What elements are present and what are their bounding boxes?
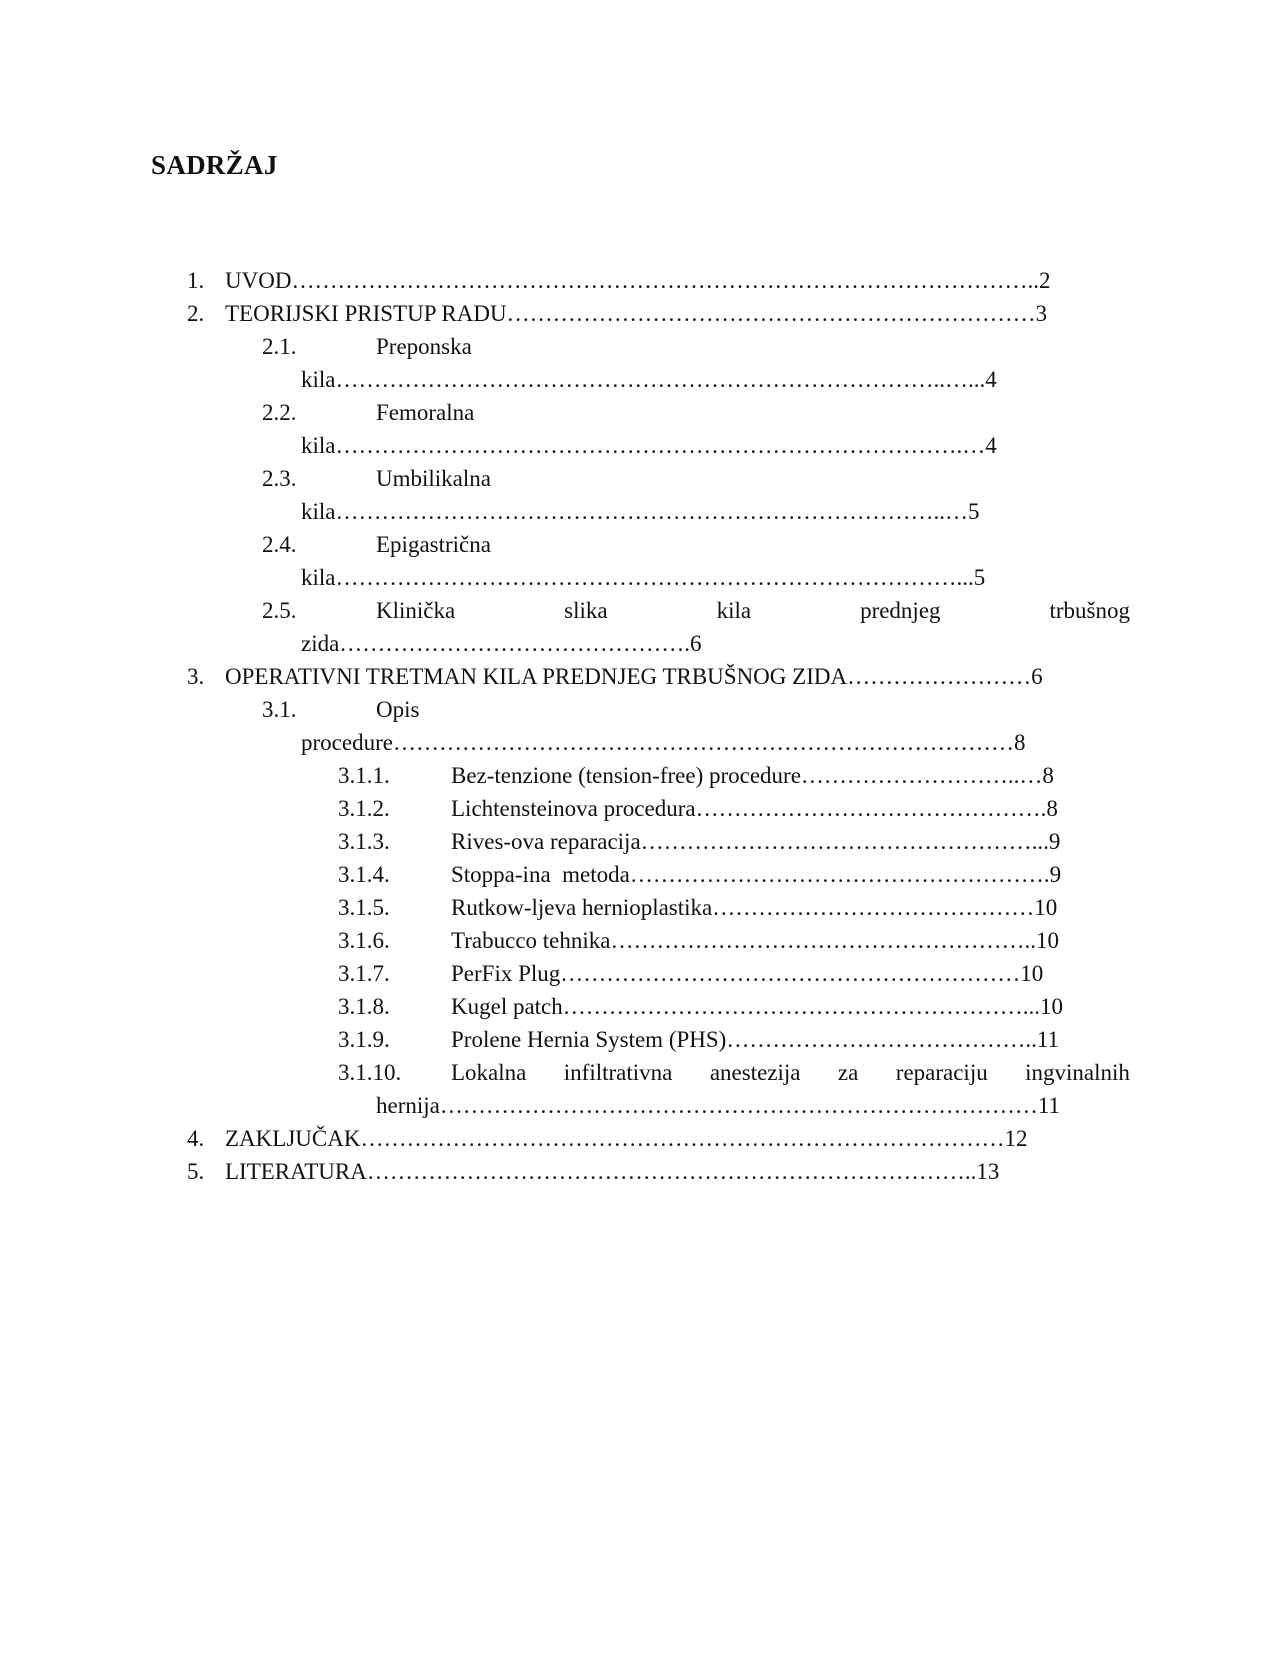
entry-text: OPERATIVNI TRETMAN KILA PREDNJEG TRBUŠNOG ZIDA……………………6: [225, 664, 1043, 689]
entry-text: Umbilikalna: [376, 466, 491, 491]
entry-text: ZAKLJUČAK…………………………………………………………………………12: [225, 1126, 1028, 1151]
entry-number: 3.1.2.: [338, 796, 390, 821]
entry-number: 3.1.4.: [338, 862, 390, 887]
toc-entry-klinicka-slika[interactable]: [376, 594, 1130, 627]
entry-number: 3.1.8.: [338, 994, 390, 1019]
entry-text: Kugel patch……………………………………………………...10: [451, 994, 1064, 1019]
entry-number: 1.: [187, 268, 205, 293]
toc-entry-uvod[interactable]: [187, 264, 1137, 297]
entry-number: 2.2.: [262, 400, 297, 425]
toc-entry-lichtensteinova[interactable]: [338, 792, 1138, 825]
entry-word: za: [837, 1060, 859, 1085]
entry-number: 3.1.3.: [338, 829, 390, 854]
toc-entry-prolene-hernia-system[interactable]: [338, 1023, 1138, 1056]
entry-word: slika: [564, 598, 608, 623]
entry-continuation: kila……………………………………………………………………..…5: [301, 499, 980, 524]
entry-continuation: kila……………………………………………………………………..…...4: [301, 367, 997, 392]
entry-word: infiltrativna: [563, 1060, 673, 1085]
toc-entry-literatura[interactable]: [187, 1155, 1137, 1188]
entry-number: 4.: [187, 1126, 205, 1151]
entry-number: 2.: [187, 301, 205, 326]
entry-continuation: kila……………………………………………………………………….…4: [301, 433, 997, 458]
toc-entry-rives-ova[interactable]: [338, 825, 1138, 858]
toc-entry-umbilikalna-kila[interactable]: [262, 462, 662, 495]
entry-number: 3.1.5.: [338, 895, 390, 920]
entry-number: 3.1.6.: [338, 928, 390, 953]
entry-number: 3.1.7.: [338, 961, 390, 986]
entry-word: trbušnog: [1049, 598, 1130, 623]
toc-entry-operativni-tretman[interactable]: [187, 660, 1137, 693]
entry-text: Preponska: [376, 334, 472, 359]
entry-word: reparaciju: [895, 1060, 988, 1085]
entry-text: TEORIJSKI PRISTUP RADU……………………………………………………………3: [225, 301, 1048, 326]
toc-entry-umbilikalna-kila-cont[interactable]: [301, 495, 1121, 528]
entry-number: 5.: [187, 1159, 205, 1184]
entry-text: Bez-tenzione (tension-free) procedure………………………..…8: [451, 763, 1054, 788]
entry-number: 2.4.: [262, 532, 297, 557]
entry-text: Trabucco tehnika………………………………………………..10: [451, 928, 1059, 953]
toc-entry-kugel-patch[interactable]: [338, 990, 1138, 1023]
toc-entry-epigastricna-kila-cont[interactable]: [301, 561, 1121, 594]
entry-text: Rutkow-ljeva hernioplastika……………………………………10: [451, 895, 1058, 920]
entry-continuation: zida……………………………………….6: [301, 631, 702, 656]
entry-text: UVOD……………………………………………………………………………………..2: [225, 268, 1051, 293]
toc-entry-preponska-kila-cont[interactable]: [301, 363, 1121, 396]
entry-continuation: kila………………………………………………………………………...5: [301, 565, 986, 590]
toc-entry-klinicka-slika-cont[interactable]: [301, 627, 1121, 660]
toc-title: SADRŽAJ: [151, 150, 278, 180]
entry-continuation: procedure………………………………………………………………………8: [301, 730, 1026, 755]
toc-entry-lokalna-infiltrativna[interactable]: [451, 1056, 1130, 1089]
toc-entry-femoralna-kila[interactable]: [262, 396, 662, 429]
entry-text: Epigastrična: [376, 532, 491, 557]
toc-entry-lokalna-infiltrativna-number[interactable]: [338, 1056, 438, 1089]
entry-text: Lichtensteinova procedura……………………………………….8: [451, 796, 1058, 821]
entry-word: Lokalna: [451, 1060, 527, 1085]
toc-entry-lokalna-infiltrativna-cont[interactable]: [376, 1089, 1136, 1122]
entry-word: prednjeg: [860, 598, 941, 623]
toc-entry-perfix-plug[interactable]: [338, 957, 1138, 990]
toc-entry-trabucco[interactable]: [338, 924, 1138, 957]
entry-text: Femoralna: [376, 400, 475, 425]
entry-number: 3.1.10.: [338, 1060, 402, 1085]
entry-number: 3.1.1.: [338, 763, 390, 788]
toc-entry-zakljucak[interactable]: [187, 1122, 1137, 1155]
entry-number: 2.1.: [262, 334, 297, 359]
entry-word: kila: [716, 598, 752, 623]
entry-text: Opis: [376, 697, 420, 722]
toc-entry-stoppa-ina[interactable]: [338, 858, 1138, 891]
toc-entry-femoralna-kila-cont[interactable]: [301, 429, 1121, 462]
entry-word: anestezija: [709, 1060, 801, 1085]
toc-entry-preponska-kila[interactable]: [262, 330, 662, 363]
entry-text: LITERATURA……………………………………………………………………..13: [225, 1159, 1000, 1184]
toc-entry-opis-procedure-cont[interactable]: [301, 726, 1121, 759]
entry-text: Prolene Hernia System (PHS)…………………………………..11: [451, 1027, 1059, 1052]
entry-word: Klinička: [376, 598, 456, 623]
entry-text: Stoppa-ina metoda……………………………………………….9: [451, 862, 1062, 887]
entry-text: PerFix Plug……………………………………………………10: [451, 961, 1044, 986]
toc-entry-rutkow-ljeva[interactable]: [338, 891, 1138, 924]
toc-entry-klinicka-slika-number[interactable]: [262, 594, 312, 627]
entry-number: 3.1.9.: [338, 1027, 390, 1052]
entry-word: ingvinalnih: [1025, 1060, 1130, 1085]
toc-entry-opis-procedure[interactable]: [262, 693, 662, 726]
toc-entry-bez-tenzione[interactable]: [338, 759, 1138, 792]
entry-text: Rives-ova reparacija……………………………………………...9: [451, 829, 1061, 854]
entry-number: 2.5.: [262, 598, 297, 623]
toc-entry-teorijski-pristup[interactable]: [187, 297, 1137, 330]
entry-number: 3.: [187, 664, 205, 689]
entry-number: 2.3.: [262, 466, 297, 491]
entry-continuation: hernija……………………………………………………………………11: [376, 1093, 1061, 1118]
entry-number: 3.1.: [262, 697, 297, 722]
toc-entry-epigastricna-kila[interactable]: [262, 528, 662, 561]
